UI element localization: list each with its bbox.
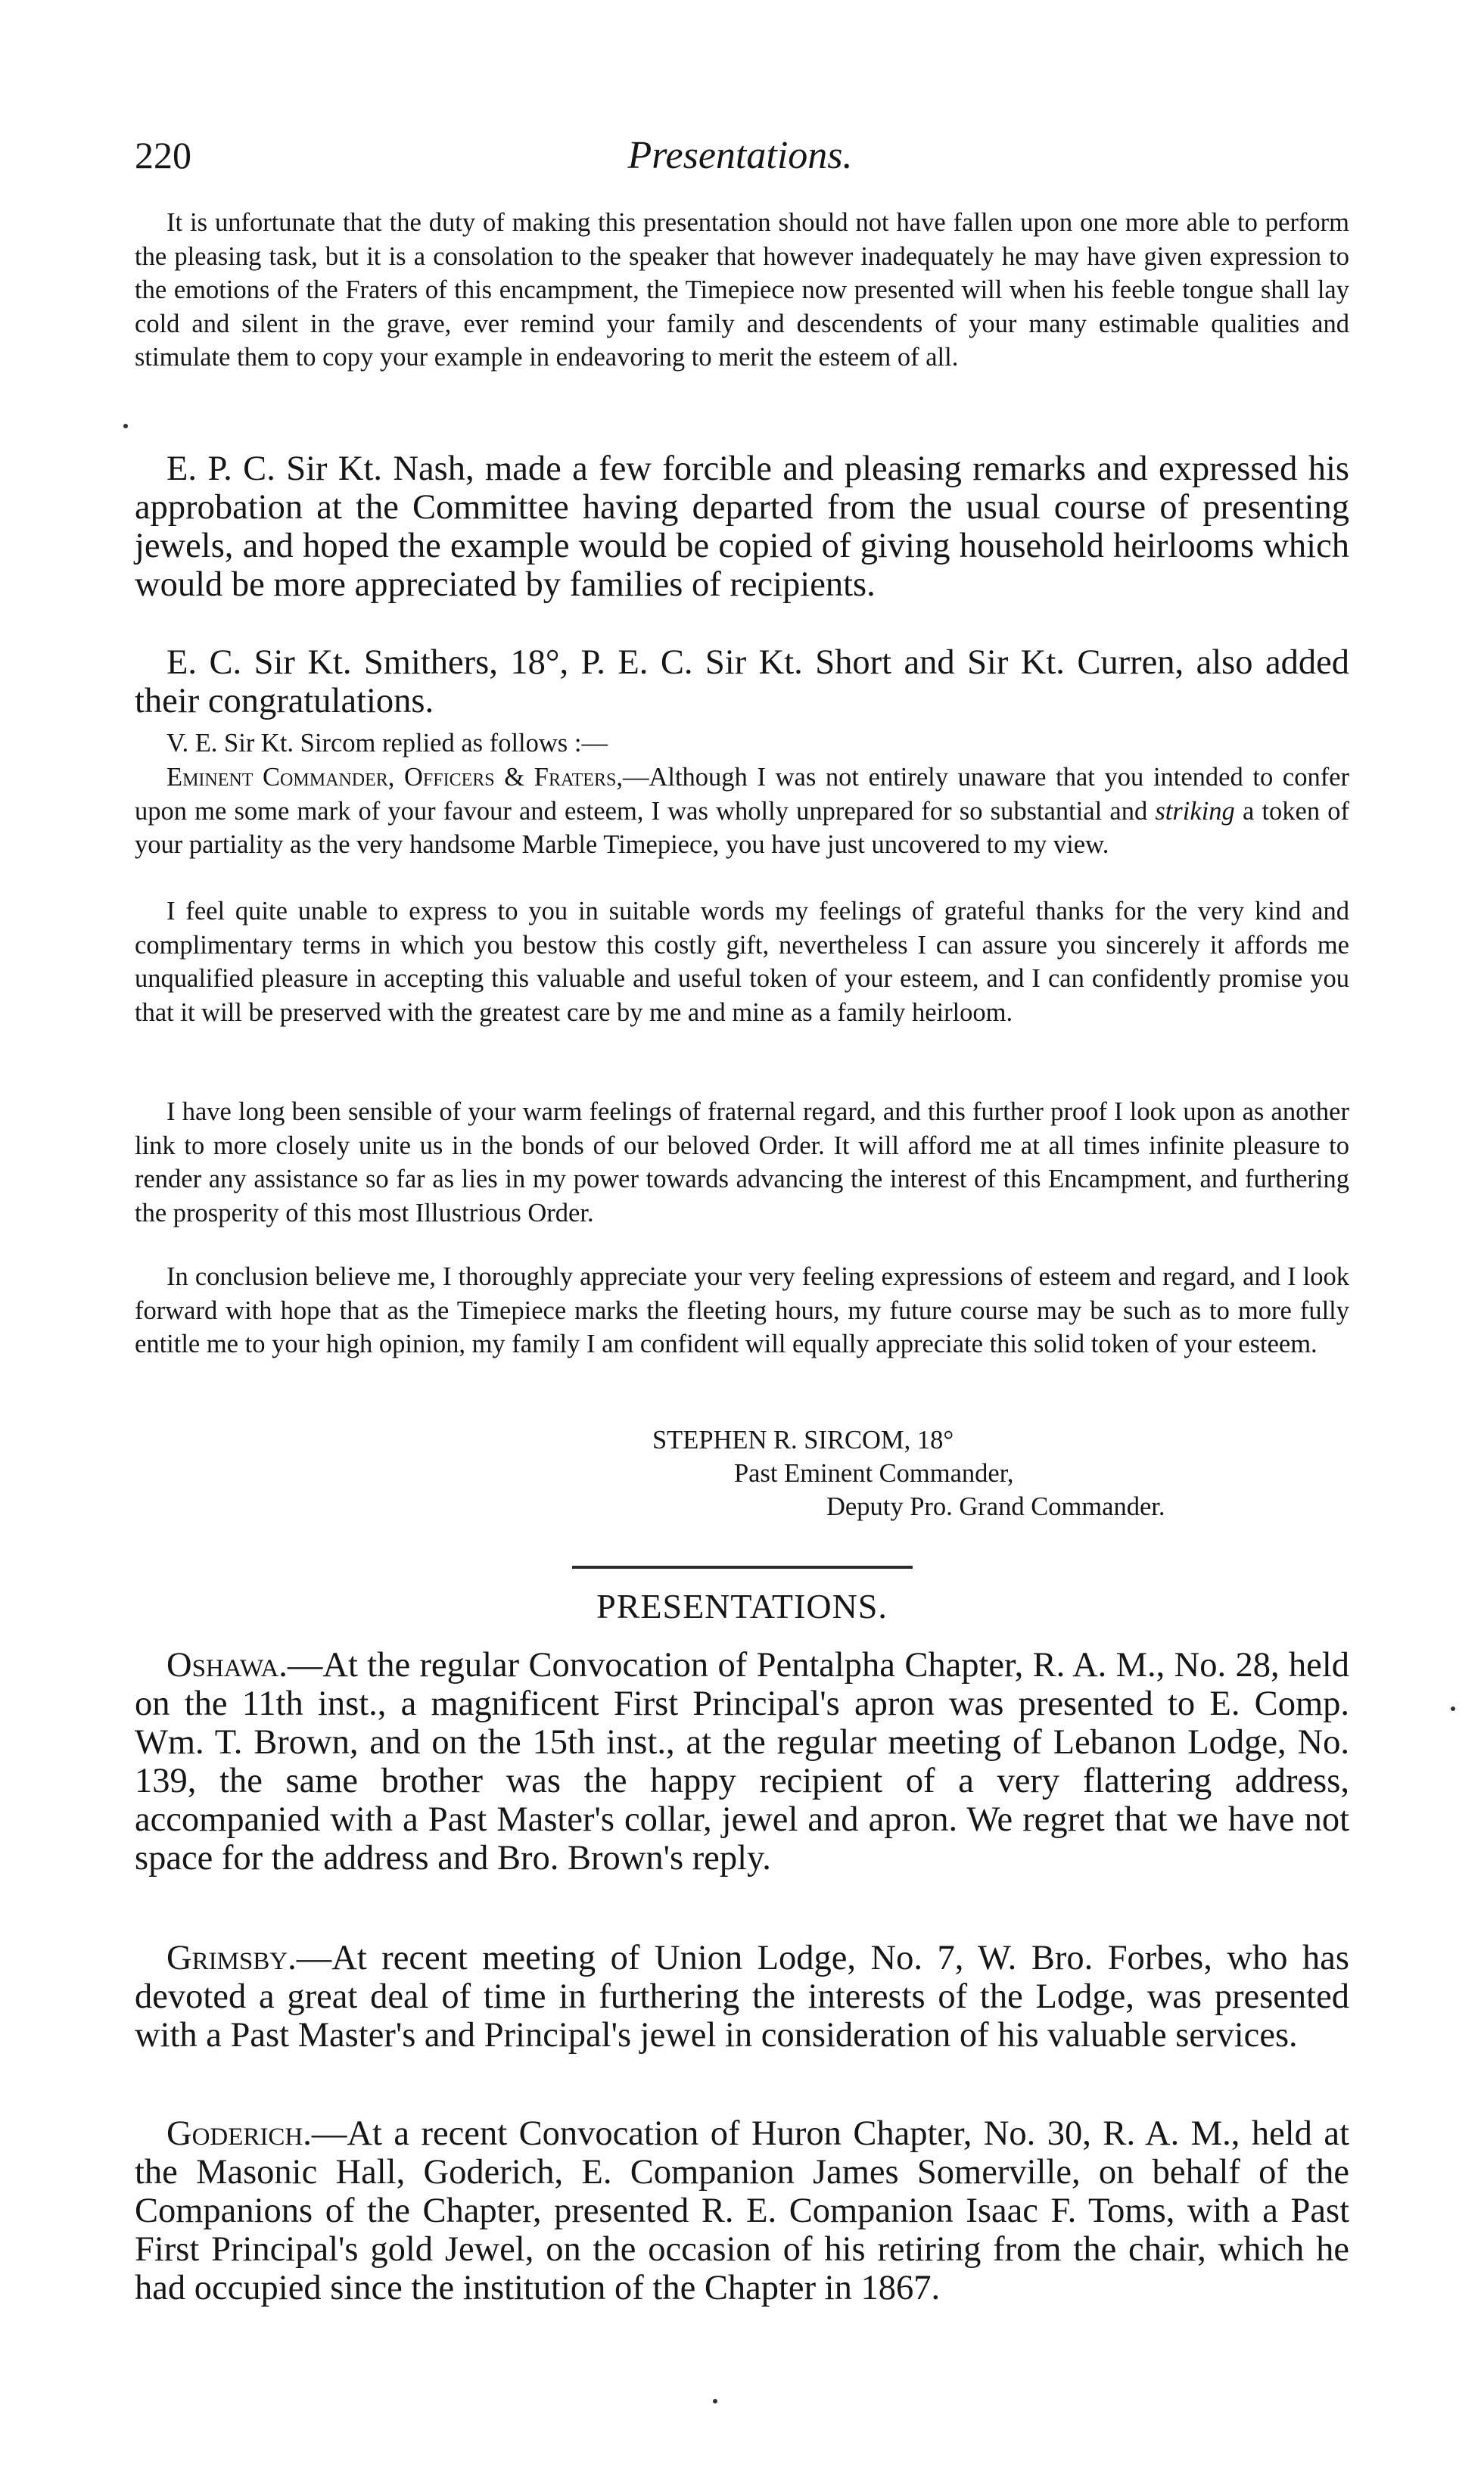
place-goderich: Goderich. [166,2114,312,2153]
print-speck [123,424,128,428]
print-speck [713,2399,717,2403]
signature-title-1: Past Eminent Commander, [734,1459,1014,1488]
reply-opening-text-b: a token of your partiality as the very handsome Marble Timepiece, you have just uncovered to my view. [135,796,1349,859]
paragraph-reply-conclusion: In conclusion believe me, I thoroughly appreciate your very feeling expressions of esteem and regard, and I look forward with hope that as the Timepiece marks the fleeting hours, my future course may be such as to more fully entitle me to your high opinion, my family I am confident will equally appreciate this solid token of your esteem. [135,1262,1349,1358]
paragraph-congratulations: E. C. Sir Kt. Smithers, 18°, P. E. C. Sir Kt. Short and Sir Kt. Curren, also added their congratulations. [135,643,1349,720]
print-speck [1451,1706,1455,1711]
place-oshawa: Oshawa. [166,1646,288,1685]
goderich-text: —At a recent Convocation of Huron Chapter, No. 30, R. A. M., held at the Masonic Hall, Goderich, E. Companion James Somerville, on behalf of the Companions of the Chapter, presented R. E. Companion Isaac F. Toms, with a Past First Principal's gold Jewel, on the occasion of his retiring from the chair, which he had occupied since the institution of the Chapter in 1867. [135,2114,1349,2307]
place-grimsby: Grimsby. [166,1939,297,1977]
paragraph-reply-regard: I have long been sensible of your warm feelings of fraternal regard, and this further proof I look upon as another link to more closely unite us in the bonds of our beloved Order. It will afford me at all times infinite pleasure to render any assistance so far as lies in my power towards advancing the interest of this Encampment, and furthering the prosperity of this most Illustrious Order. [135,1097,1349,1227]
signature-title-2: Deputy Pro. Grand Commander. [826,1492,1165,1521]
reply-opening-text-a: —Although I was not entirely unaware that you intended to confer upon me some mark of your favour and esteem, I was wholly unprepared for so substantial and [135,763,1349,826]
running-title: Presentations. [627,134,853,177]
paragraph-oshawa [135,1646,1349,1878]
signature-name: STEPHEN R. SIRCOM, 18° [652,1426,954,1454]
page-header [135,133,1346,194]
oshawa-text: —At the regular Convocation of Pentalpha Chapter, R. A. M., No. 28, held on the 11th inst., a magnificent First Principal's apron was presented to E. Comp. Wm. T. Brown, and on the 15th inst., at the regular meeting of Lebanon Lodge, No. 139, the same brother was the happy recipient of a very flattering address, accompanied with a Past Master's collar, jewel and apron. We regret that we have not space for the address and Bro. Brown's reply. [135,1646,1349,1878]
paragraph-reply-thanks: I feel quite unable to express to you in suitable words my feelings of grateful thanks for the very kind and complimentary terms in which you bestow this costly gift, nevertheless I can assure you sincerely it affords me unqualified pleasure in accepting this valuable and useful token of your esteem, and I can confidently promise you that it will be preserved with the greatest care by me and mine as a family heirloom. [135,897,1349,1027]
grimsby-text: —At recent meeting of Union Lodge, No. 7, W. Bro. Forbes, who has devoted a great deal of time in furthering the interests of the Lodge, was presented with a Past Master's and Principal's jewel in consideration of his valuable services. [135,1939,1349,2055]
paragraph-nash-remarks: E. P. C. Sir Kt. Nash, made a few forcible and pleasing remarks and expressed his approbation at the Committee having departed from the usual course of presenting jewels, and hoped the example would be copied of giving household heirlooms which would be more appreciated by families of recipients. [135,450,1349,604]
paragraph-speech-conclusion: It is unfortunate that the duty of making this presentation should not have fallen upon one more able to perform the pleasing task, but it is a consolation to the speaker that however inadequately he may have given expression to the emotions of the Fraters of this encampment, the Timepiece now presented will when his feeble tongue shall lay cold and silent in the grave, ever remind your family and descendents of your many estimable qualities and stimulate them to copy your example in endeavoring to merit the esteem of all. [135,208,1349,372]
paragraph-goderich [135,2114,1349,2307]
paragraph-reply-opening [135,761,1349,862]
page-number: 220 [135,134,191,176]
salutation: Eminent Commander, Officers & Fraters, [166,763,623,792]
section-divider [572,1566,913,1569]
paragraph-grimsby [135,1939,1349,2055]
paragraph-reply-intro: V. E. Sir Kt. Sircom replied as follows :— [166,729,608,758]
italic-word: striking [1155,796,1235,826]
section-title: PRESENTATIONS. [596,1587,888,1626]
